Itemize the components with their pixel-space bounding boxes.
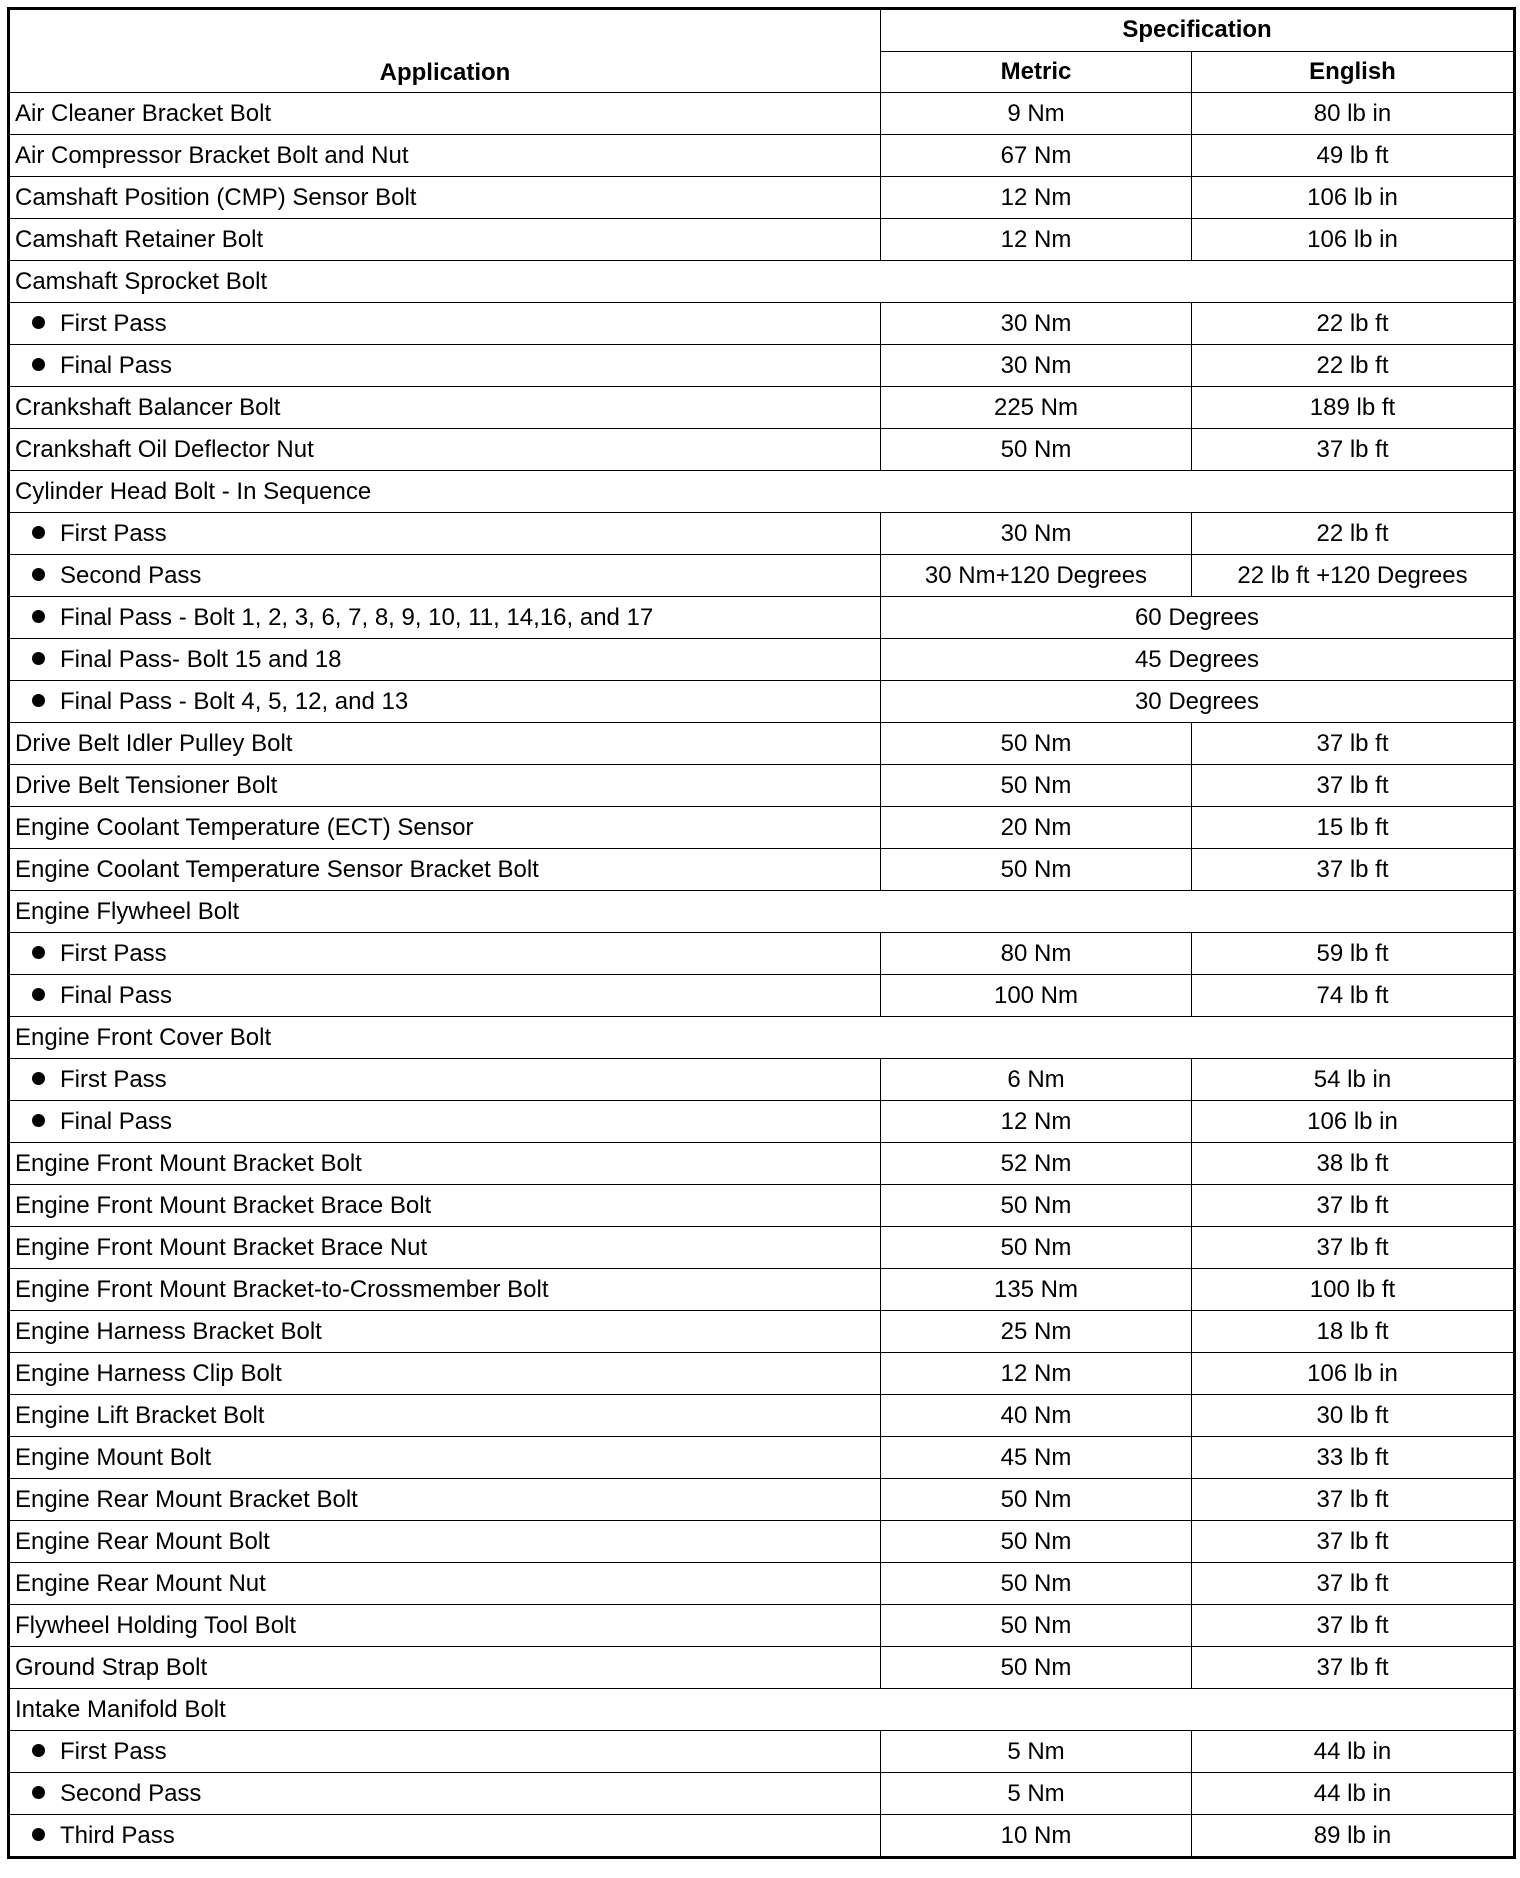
bullet-icon (32, 316, 45, 329)
table-body (9, 93, 1515, 1858)
application-cell (9, 1689, 1515, 1731)
table-row (9, 1227, 1515, 1269)
table-row (9, 849, 1515, 891)
application-label: Air Compressor Bracket Bolt and Nut (15, 141, 409, 169)
bullet-icon (32, 358, 45, 371)
table-row (9, 639, 1515, 681)
metric-value-cell: 30 Nm (881, 345, 1192, 387)
metric-value-cell: 50 Nm (881, 429, 1192, 471)
application-cell (9, 681, 881, 723)
bullet-icon (32, 1828, 45, 1841)
metric-value-cell: 67 Nm (881, 135, 1192, 177)
spec-value-cell: 60 Degrees (881, 597, 1515, 639)
application-label: First Pass (60, 1737, 167, 1765)
application-label: Engine Rear Mount Bolt (15, 1527, 270, 1555)
table-row (9, 723, 1515, 765)
metric-value-cell: 12 Nm (881, 219, 1192, 261)
table-row (9, 387, 1515, 429)
english-value-cell: 38 lb ft (1192, 1143, 1515, 1185)
metric-value-cell: 5 Nm (881, 1773, 1192, 1815)
application-label: Air Cleaner Bracket Bolt (15, 99, 272, 127)
english-value-cell: 37 lb ft (1192, 429, 1515, 471)
english-value-cell: 22 lb ft +120 Degrees (1192, 555, 1515, 597)
application-cell (9, 1017, 1515, 1059)
table-row (9, 1731, 1515, 1773)
english-column-header: English (1192, 51, 1515, 93)
application-label: Second Pass (60, 1779, 202, 1807)
application-cell (9, 597, 881, 639)
header-row-top (9, 9, 1515, 52)
table-row (9, 1059, 1515, 1101)
application-cell (9, 933, 881, 975)
english-value-cell: 37 lb ft (1192, 765, 1515, 807)
metric-value-cell: 100 Nm (881, 975, 1192, 1017)
application-cell (9, 1101, 881, 1143)
metric-value-cell: 45 Nm (881, 1437, 1192, 1479)
metric-value-cell: 50 Nm (881, 1521, 1192, 1563)
table-row (9, 933, 1515, 975)
english-value-cell: 49 lb ft (1192, 135, 1515, 177)
metric-value-cell: 135 Nm (881, 1269, 1192, 1311)
table-row (9, 1395, 1515, 1437)
table-row (9, 765, 1515, 807)
metric-value-cell: 25 Nm (881, 1311, 1192, 1353)
application-label: Engine Flywheel Bolt (15, 897, 240, 925)
application-label: Final Pass - Bolt 4, 5, 12, and 13 (60, 687, 409, 715)
application-label: Cylinder Head Bolt - In Sequence (15, 477, 372, 505)
application-label: Camshaft Sprocket Bolt (15, 267, 268, 295)
application-cell (9, 303, 881, 345)
metric-value-cell: 50 Nm (881, 1563, 1192, 1605)
english-value-cell: 74 lb ft (1192, 975, 1515, 1017)
english-value-cell: 15 lb ft (1192, 807, 1515, 849)
application-cell (9, 1815, 881, 1858)
table-row (9, 429, 1515, 471)
application-cell (9, 1521, 881, 1563)
application-label: Drive Belt Idler Pulley Bolt (15, 729, 293, 757)
english-value-cell: 37 lb ft (1192, 1521, 1515, 1563)
application-cell (9, 1059, 881, 1101)
metric-value-cell: 50 Nm (881, 765, 1192, 807)
table-row (9, 597, 1515, 639)
application-label: First Pass (60, 939, 167, 967)
application-label: Engine Coolant Temperature Sensor Bracket Bolt (15, 855, 539, 883)
table-row (9, 1143, 1515, 1185)
application-cell (9, 807, 881, 849)
application-label: Intake Manifold Bolt (15, 1695, 226, 1723)
table-row (9, 975, 1515, 1017)
bullet-icon (32, 1114, 45, 1127)
table-row (9, 1437, 1515, 1479)
table-row (9, 1563, 1515, 1605)
bullet-icon (32, 652, 45, 665)
application-label: Flywheel Holding Tool Bolt (15, 1611, 297, 1639)
english-value-cell: 54 lb in (1192, 1059, 1515, 1101)
application-label: First Pass (60, 1065, 167, 1093)
application-label: Engine Harness Clip Bolt (15, 1359, 282, 1387)
metric-value-cell: 52 Nm (881, 1143, 1192, 1185)
application-label: Engine Mount Bolt (15, 1443, 212, 1471)
table-row (9, 1101, 1515, 1143)
bullet-icon (32, 946, 45, 959)
application-label: Engine Lift Bracket Bolt (15, 1401, 265, 1429)
application-cell (9, 1731, 881, 1773)
table-row (9, 1521, 1515, 1563)
application-label: Camshaft Retainer Bolt (15, 225, 264, 253)
metric-value-cell: 12 Nm (881, 1353, 1192, 1395)
specification-header: Specification (881, 9, 1515, 52)
table-row (9, 177, 1515, 219)
table-header (9, 9, 1515, 93)
application-cell (9, 1437, 881, 1479)
metric-value-cell: 225 Nm (881, 387, 1192, 429)
bullet-icon (32, 1786, 45, 1799)
application-label: Engine Front Cover Bolt (15, 1023, 272, 1051)
bullet-icon (32, 610, 45, 623)
table-row (9, 93, 1515, 135)
english-value-cell: 37 lb ft (1192, 1647, 1515, 1689)
table-row (9, 1605, 1515, 1647)
application-label: Engine Coolant Temperature (ECT) Sensor (15, 813, 474, 841)
english-value-cell: 33 lb ft (1192, 1437, 1515, 1479)
application-cell (9, 1563, 881, 1605)
application-cell (9, 891, 1515, 933)
english-value-cell: 44 lb in (1192, 1773, 1515, 1815)
application-label: Final Pass (60, 981, 173, 1009)
metric-value-cell: 50 Nm (881, 849, 1192, 891)
table-row (9, 1773, 1515, 1815)
metric-value-cell: 12 Nm (881, 1101, 1192, 1143)
english-value-cell: 44 lb in (1192, 1731, 1515, 1773)
english-value-cell: 106 lb in (1192, 219, 1515, 261)
metric-value-cell: 6 Nm (881, 1059, 1192, 1101)
application-label: Second Pass (60, 561, 202, 589)
application-label: Drive Belt Tensioner Bolt (15, 771, 278, 799)
metric-value-cell: 30 Nm (881, 303, 1192, 345)
table-row (9, 1815, 1515, 1858)
metric-value-cell: 50 Nm (881, 723, 1192, 765)
metric-value-cell: 10 Nm (881, 1815, 1192, 1858)
english-value-cell: 189 lb ft (1192, 387, 1515, 429)
english-value-cell: 37 lb ft (1192, 1605, 1515, 1647)
torque-spec-table (7, 7, 1516, 1859)
application-label: Crankshaft Balancer Bolt (15, 393, 281, 421)
application-label: Engine Rear Mount Bracket Bolt (15, 1485, 358, 1513)
english-value-cell: 37 lb ft (1192, 1227, 1515, 1269)
english-value-cell: 22 lb ft (1192, 513, 1515, 555)
application-cell (9, 1353, 881, 1395)
english-value-cell: 100 lb ft (1192, 1269, 1515, 1311)
application-cell (9, 513, 881, 555)
bullet-icon (32, 526, 45, 539)
application-cell (9, 1605, 881, 1647)
table-row (9, 1647, 1515, 1689)
table-row (9, 681, 1515, 723)
application-cell (9, 765, 881, 807)
metric-value-cell: 40 Nm (881, 1395, 1192, 1437)
metric-value-cell: 9 Nm (881, 93, 1192, 135)
application-label: Camshaft Position (CMP) Sensor Bolt (15, 183, 417, 211)
table-row (9, 1311, 1515, 1353)
application-cell (9, 639, 881, 681)
application-cell (9, 1395, 881, 1437)
application-cell (9, 345, 881, 387)
table-row (9, 1353, 1515, 1395)
application-cell (9, 135, 881, 177)
table-row (9, 1017, 1515, 1059)
metric-value-cell: 80 Nm (881, 933, 1192, 975)
english-value-cell: 80 lb in (1192, 93, 1515, 135)
table-row (9, 555, 1515, 597)
application-label: First Pass (60, 519, 167, 547)
application-label: First Pass (60, 309, 167, 337)
spec-value-cell: 45 Degrees (881, 639, 1515, 681)
english-value-cell: 30 lb ft (1192, 1395, 1515, 1437)
application-cell (9, 1227, 881, 1269)
application-cell (9, 1185, 881, 1227)
table-row (9, 1479, 1515, 1521)
metric-column-header: Metric (881, 51, 1192, 93)
application-cell (9, 429, 881, 471)
application-label: Final Pass (60, 351, 173, 379)
application-cell (9, 177, 881, 219)
bullet-icon (32, 694, 45, 707)
table-row (9, 807, 1515, 849)
english-value-cell: 37 lb ft (1192, 1479, 1515, 1521)
table-row (9, 471, 1515, 513)
application-column-header: Application (9, 9, 881, 93)
application-label: Engine Front Mount Bracket Brace Bolt (15, 1191, 432, 1219)
english-value-cell: 18 lb ft (1192, 1311, 1515, 1353)
metric-value-cell: 50 Nm (881, 1647, 1192, 1689)
table-row (9, 135, 1515, 177)
application-label: Engine Rear Mount Nut (15, 1569, 266, 1597)
english-value-cell: 106 lb in (1192, 1101, 1515, 1143)
metric-value-cell: 30 Nm (881, 513, 1192, 555)
table-row (9, 513, 1515, 555)
application-cell (9, 1143, 881, 1185)
metric-value-cell: 50 Nm (881, 1605, 1192, 1647)
application-cell (9, 975, 881, 1017)
application-label: Engine Front Mount Bracket-to-Crossmember Bolt (15, 1275, 549, 1303)
bullet-icon (32, 1072, 45, 1085)
table-row (9, 1185, 1515, 1227)
table-row (9, 261, 1515, 303)
metric-value-cell: 5 Nm (881, 1731, 1192, 1773)
application-label: Final Pass - Bolt 1, 2, 3, 6, 7, 8, 9, 10, 11, 14,16, and 17 (60, 603, 654, 631)
application-cell (9, 93, 881, 135)
application-label: Final Pass- Bolt 15 and 18 (60, 645, 342, 673)
application-cell (9, 1773, 881, 1815)
english-value-cell: 37 lb ft (1192, 1563, 1515, 1605)
table-row (9, 891, 1515, 933)
table-row (9, 303, 1515, 345)
metric-value-cell: 30 Nm+120 Degrees (881, 555, 1192, 597)
bullet-icon (32, 568, 45, 581)
application-cell (9, 471, 1515, 513)
english-value-cell: 106 lb in (1192, 177, 1515, 219)
table-row (9, 219, 1515, 261)
application-cell (9, 1311, 881, 1353)
english-value-cell: 89 lb in (1192, 1815, 1515, 1858)
application-cell (9, 387, 881, 429)
application-label: Engine Harness Bracket Bolt (15, 1317, 322, 1345)
application-cell (9, 1479, 881, 1521)
table-row (9, 1689, 1515, 1731)
application-label: Engine Front Mount Bracket Bolt (15, 1149, 362, 1177)
application-label: Crankshaft Oil Deflector Nut (15, 435, 314, 463)
english-value-cell: 37 lb ft (1192, 849, 1515, 891)
application-cell (9, 849, 881, 891)
english-value-cell: 22 lb ft (1192, 303, 1515, 345)
table-row (9, 345, 1515, 387)
english-value-cell: 37 lb ft (1192, 723, 1515, 765)
application-cell (9, 1269, 881, 1311)
application-label: Final Pass (60, 1107, 173, 1135)
bullet-icon (32, 1744, 45, 1757)
application-cell (9, 723, 881, 765)
metric-value-cell: 12 Nm (881, 177, 1192, 219)
application-cell (9, 555, 881, 597)
application-label: Engine Front Mount Bracket Brace Nut (15, 1233, 428, 1261)
metric-value-cell: 50 Nm (881, 1227, 1192, 1269)
table-row (9, 1269, 1515, 1311)
application-cell (9, 219, 881, 261)
application-cell (9, 1647, 881, 1689)
application-label: Ground Strap Bolt (15, 1653, 208, 1681)
english-value-cell: 59 lb ft (1192, 933, 1515, 975)
spec-value-cell: 30 Degrees (881, 681, 1515, 723)
english-value-cell: 37 lb ft (1192, 1185, 1515, 1227)
metric-value-cell: 50 Nm (881, 1185, 1192, 1227)
application-label: Third Pass (60, 1821, 175, 1849)
english-value-cell: 106 lb in (1192, 1353, 1515, 1395)
english-value-cell: 22 lb ft (1192, 345, 1515, 387)
metric-value-cell: 20 Nm (881, 807, 1192, 849)
metric-value-cell: 50 Nm (881, 1479, 1192, 1521)
bullet-icon (32, 988, 45, 1001)
application-cell (9, 261, 1515, 303)
